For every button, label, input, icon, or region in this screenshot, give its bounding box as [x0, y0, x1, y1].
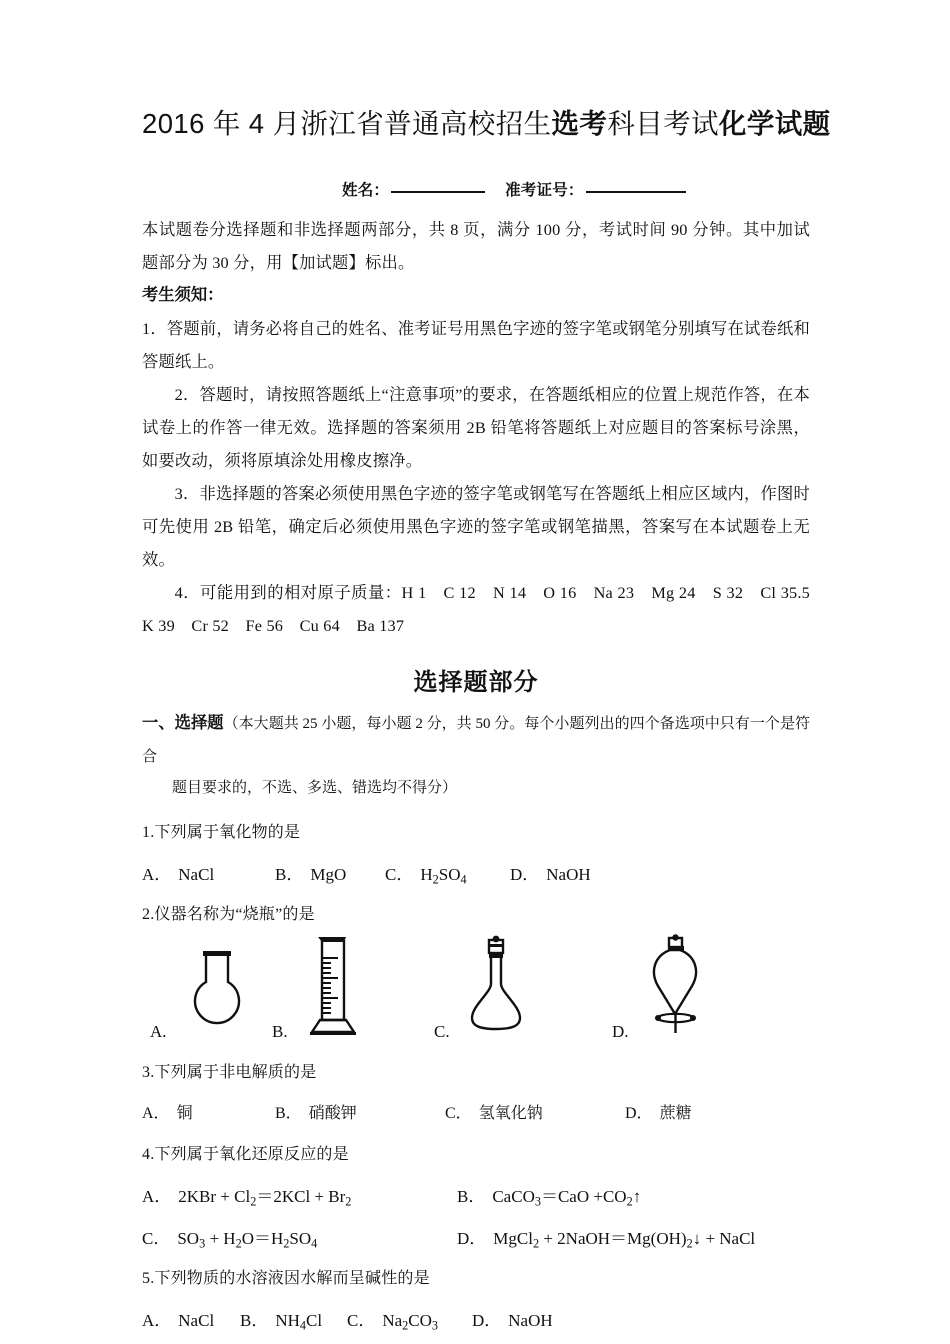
- question-5-options: [142, 1306, 810, 1332]
- option-letter: D．: [472, 1310, 502, 1330]
- option-text: 铜: [176, 1104, 193, 1122]
- question-1-options: [142, 860, 810, 886]
- notice-heading: 考生须知：: [142, 285, 224, 304]
- option-letter: C．: [385, 864, 414, 884]
- title-part-1: 2016 年 4 月浙江省普通高校招生: [142, 108, 552, 139]
- option-letter: B．: [240, 1310, 269, 1330]
- separatory-funnel-icon: [644, 934, 708, 1038]
- name-blank-field[interactable]: [391, 191, 485, 193]
- page-title: [142, 0, 831, 140]
- title-part-2: 选考: [551, 108, 608, 139]
- question-1-option-b[interactable]: B． MgO: [275, 864, 347, 884]
- option-letter: C．: [445, 1104, 472, 1122]
- option-text: 氢氧化钠: [478, 1104, 543, 1122]
- question-5-option-c[interactable]: C． $Na_2CO_3$: [347, 1310, 439, 1333]
- round-bottom-flask-icon: [184, 946, 250, 1030]
- question-3-option-a[interactable]: [142, 1100, 193, 1123]
- question-3-options: [142, 1100, 810, 1126]
- notice-item-3: 3．非选择题的答案必须使用黑色字迹的签字笔或钢笔写在答题纸上相应区域内，作图时可先使用 2B 铅笔，确定后必须使用黑色字迹的签字笔或钢笔描黑，答案写在本试题卷上无效。: [142, 483, 810, 569]
- question-1-option-d[interactable]: D． NaOH: [510, 864, 591, 884]
- question-2-stem: 2.仪器名称为“烧瓶”的是: [142, 905, 315, 923]
- page-content: [142, 0, 831, 1333]
- ticket-number-label: 准考证号：: [505, 181, 584, 199]
- notice-item-2: 2．答题时，请按照答题纸上“注意事项”的要求，在答题纸相应的位置上规范作答，在本试卷上的作答一律无效。选择题的答案须用 2B 铅笔将答题纸上对应题目的答案标号涂黑，如要改动，须将原填涂处用橡皮擦净。: [142, 384, 810, 470]
- option-letter: D．: [457, 1228, 487, 1248]
- question-4-option-a[interactable]: A． $2KBr + Cl_2=2KCl + Br_2$: [142, 1186, 352, 1209]
- question-2-option-a-label[interactable]: A.: [150, 1021, 167, 1041]
- title-part-3: 科目考试: [607, 108, 719, 139]
- notice-item-1: 1．答题前，请务必将自己的姓名、准考证号用黑色字迹的签字笔或钢笔分别填写在试卷纸和答题纸上。: [142, 318, 810, 371]
- option-text: 蔗糖: [659, 1104, 692, 1122]
- option-letter: D．: [625, 1104, 653, 1122]
- option-letter: A．: [142, 864, 172, 884]
- option-letter: B．: [275, 864, 304, 884]
- question-2-option-d-label[interactable]: D.: [612, 1021, 629, 1041]
- big-question-note-continued: 题目要求的，不选、多选、错选均不得分）: [172, 779, 458, 796]
- graduated-cylinder-icon: [304, 932, 362, 1036]
- question-4-option-b[interactable]: B． CaCO$_3$＝CaO $+CO_2↑$: [457, 1186, 642, 1209]
- question-3-option-b[interactable]: [275, 1100, 357, 1123]
- question-5-stem: 5.下列物质的水溶液因水解而呈碱性的是: [142, 1269, 430, 1287]
- question-4-option-d[interactable]: D． MgCl$_2$ + $2NaOH=Mg(OH)_2↓$ + NaCl: [457, 1228, 756, 1251]
- name-label: 姓名：: [342, 181, 390, 199]
- option-text: 硝酸钾: [308, 1104, 357, 1122]
- question-5-option-a[interactable]: A． NaCl: [142, 1310, 215, 1330]
- option-letter: D．: [510, 864, 540, 884]
- intro-paragraph: 本试题卷分选择题和非选择题两部分，共 8 页，满分 100 分，考试时间 90 分钟。其中加试题部分为 30 分，用【加试题】标出。: [142, 219, 810, 272]
- question-4-options-row-1: [142, 1182, 810, 1208]
- option-letter: C．: [347, 1310, 376, 1330]
- question-2-figures: [142, 932, 810, 1044]
- question-3-option-d[interactable]: [625, 1100, 692, 1123]
- question-5-option-b[interactable]: B． $NH_4Cl$: [240, 1310, 323, 1333]
- big-question-note: （本大题共 25 小题，每小题 2 分，共 50 分。每个小题列出的四个备选项中只有一个是符合: [142, 715, 810, 765]
- option-letter: A．: [142, 1310, 172, 1330]
- question-3-stem: 3.下列属于非电解质的是: [142, 1063, 317, 1081]
- candidate-id-line: [142, 182, 810, 199]
- big-question-header: [142, 707, 810, 773]
- question-1-option-c[interactable]: C． $H_2SO_4$: [385, 864, 467, 887]
- question-1-stem: 1.下列属于氧化物的是: [142, 823, 301, 841]
- option-letter: B．: [275, 1104, 302, 1122]
- question-3-option-c[interactable]: [445, 1100, 543, 1123]
- question-4-stem: 4.下列属于氧化还原反应的是: [142, 1145, 349, 1163]
- option-letter: A．: [142, 1104, 170, 1122]
- volumetric-flask-icon: [464, 934, 528, 1034]
- notice-item-4: 4．可能用到的相对原子质量：H 1 C 12 N 14 O 16 Na 23 Mg 24 S 32 Cl 35.5 K 39 Cr 52 Fe 56 Cu 64 Ba 137: [142, 582, 827, 635]
- section-heading-multiple-choice: 选择题部分: [413, 669, 539, 696]
- ticket-number-blank-field[interactable]: [586, 191, 686, 193]
- question-2-option-b-label[interactable]: B.: [272, 1021, 288, 1041]
- question-5-option-d[interactable]: D． NaOH: [472, 1310, 553, 1330]
- big-question-label: 一、选择题: [142, 712, 224, 732]
- option-letter: A．: [142, 1186, 172, 1206]
- question-2-option-c-label[interactable]: C.: [434, 1021, 450, 1041]
- question-4-options-row-2: [142, 1224, 810, 1250]
- option-letter: B．: [457, 1186, 486, 1206]
- title-part-4: 化学试题: [718, 108, 831, 139]
- question-4-option-c[interactable]: C． $SO_3 + H_2O=H_2SO_4$: [142, 1228, 318, 1251]
- question-1-option-a[interactable]: A． NaCl: [142, 864, 215, 884]
- option-letter: C．: [142, 1228, 171, 1248]
